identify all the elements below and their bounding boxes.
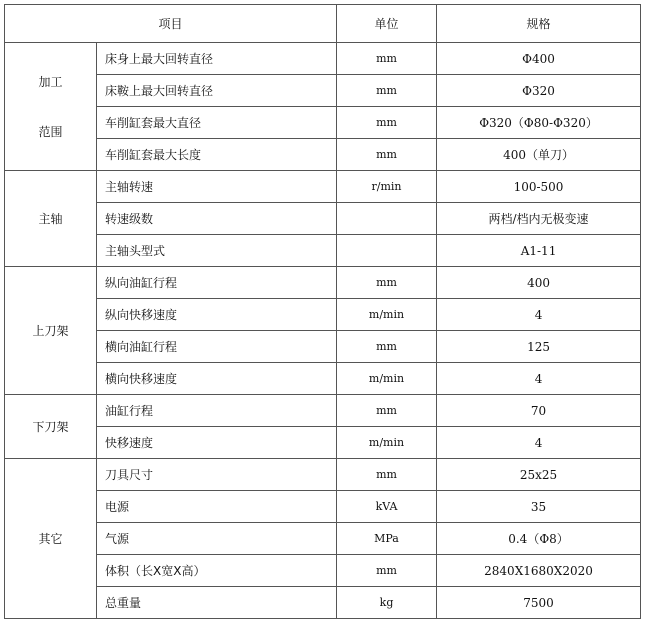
unit-cell: mm — [337, 331, 437, 363]
spec-cell: Φ320（Φ80-Φ320） — [437, 107, 641, 139]
group-label-line: 主轴 — [38, 211, 63, 226]
spec-body — [5, 43, 641, 619]
group-label — [5, 459, 97, 619]
spec-cell: Φ400 — [437, 43, 641, 75]
group-label-line: 范围 — [38, 124, 63, 139]
header-row — [5, 5, 641, 43]
group-label — [5, 171, 97, 267]
item-cell: 横向快移速度 — [97, 363, 337, 395]
unit-cell: MPa — [337, 523, 437, 555]
unit-cell — [337, 203, 437, 235]
header-item: 项目 — [5, 5, 337, 43]
table-row — [5, 299, 641, 331]
table-row — [5, 171, 641, 203]
item-cell: 床鞍上最大回转直径 — [97, 75, 337, 107]
header-spec: 规格 — [437, 5, 641, 43]
spec-cell: 4 — [437, 299, 641, 331]
item-cell: 转速级数 — [97, 203, 337, 235]
spec-cell: 70 — [437, 395, 641, 427]
unit-cell: kVA — [337, 491, 437, 523]
item-cell: 纵向油缸行程 — [97, 267, 337, 299]
unit-cell: m/min — [337, 299, 437, 331]
table-row — [5, 43, 641, 75]
unit-cell: mm — [337, 267, 437, 299]
item-cell: 床身上最大回转直径 — [97, 43, 337, 75]
unit-cell: m/min — [337, 363, 437, 395]
table-row — [5, 523, 641, 555]
item-cell: 车削缸套最大长度 — [97, 139, 337, 171]
spec-cell: 100-500 — [437, 171, 641, 203]
unit-cell: kg — [337, 587, 437, 619]
item-cell: 刀具尺寸 — [97, 459, 337, 491]
unit-cell: mm — [337, 459, 437, 491]
unit-cell: m/min — [337, 427, 437, 459]
unit-cell: mm — [337, 395, 437, 427]
spec-cell: 400（单刀） — [437, 139, 641, 171]
group-label-line: 上刀架 — [32, 323, 69, 338]
table-row — [5, 587, 641, 619]
unit-cell: mm — [337, 107, 437, 139]
group-label — [5, 43, 97, 171]
table-row — [5, 555, 641, 587]
table-row — [5, 459, 641, 491]
unit-cell: r/min — [337, 171, 437, 203]
unit-cell: mm — [337, 139, 437, 171]
table-row — [5, 139, 641, 171]
table-row — [5, 491, 641, 523]
group-label — [5, 267, 97, 395]
item-cell: 总重量 — [97, 587, 337, 619]
spec-cell: A1-11 — [437, 235, 641, 267]
item-cell: 油缸行程 — [97, 395, 337, 427]
spec-cell: 两档/档内无极变速 — [437, 203, 641, 235]
item-cell: 纵向快移速度 — [97, 299, 337, 331]
item-cell: 快移速度 — [97, 427, 337, 459]
table-row — [5, 267, 641, 299]
spec-cell: 400 — [437, 267, 641, 299]
spec-cell: 7500 — [437, 587, 641, 619]
item-cell: 气源 — [97, 523, 337, 555]
spec-cell: Φ320 — [437, 75, 641, 107]
table-row — [5, 427, 641, 459]
table-row — [5, 331, 641, 363]
unit-cell: mm — [337, 75, 437, 107]
item-cell: 主轴头型式 — [97, 235, 337, 267]
group-label-line: 下刀架 — [32, 419, 69, 434]
table-row — [5, 107, 641, 139]
table-row — [5, 363, 641, 395]
spec-cell: 4 — [437, 363, 641, 395]
group-label-line: 加工 — [38, 74, 63, 89]
spec-cell: 25x25 — [437, 459, 641, 491]
item-cell: 车削缸套最大直径 — [97, 107, 337, 139]
spec-cell: 125 — [437, 331, 641, 363]
item-cell: 横向油缸行程 — [97, 331, 337, 363]
unit-cell: mm — [337, 555, 437, 587]
item-cell: 电源 — [97, 491, 337, 523]
spec-cell: 4 — [437, 427, 641, 459]
item-cell: 体积（长X宽X高） — [97, 555, 337, 587]
spec-cell: 2840X1680X2020 — [437, 555, 641, 587]
spec-table — [4, 4, 641, 619]
table-row — [5, 235, 641, 267]
table-row — [5, 203, 641, 235]
group-label-line: 其它 — [38, 531, 63, 546]
group-label — [5, 395, 97, 459]
spec-cell: 0.4（Φ8） — [437, 523, 641, 555]
item-cell: 主轴转速 — [97, 171, 337, 203]
table-row — [5, 395, 641, 427]
header-unit: 单位 — [337, 5, 437, 43]
unit-cell — [337, 235, 437, 267]
spec-cell: 35 — [437, 491, 641, 523]
unit-cell: mm — [337, 43, 437, 75]
table-row — [5, 75, 641, 107]
